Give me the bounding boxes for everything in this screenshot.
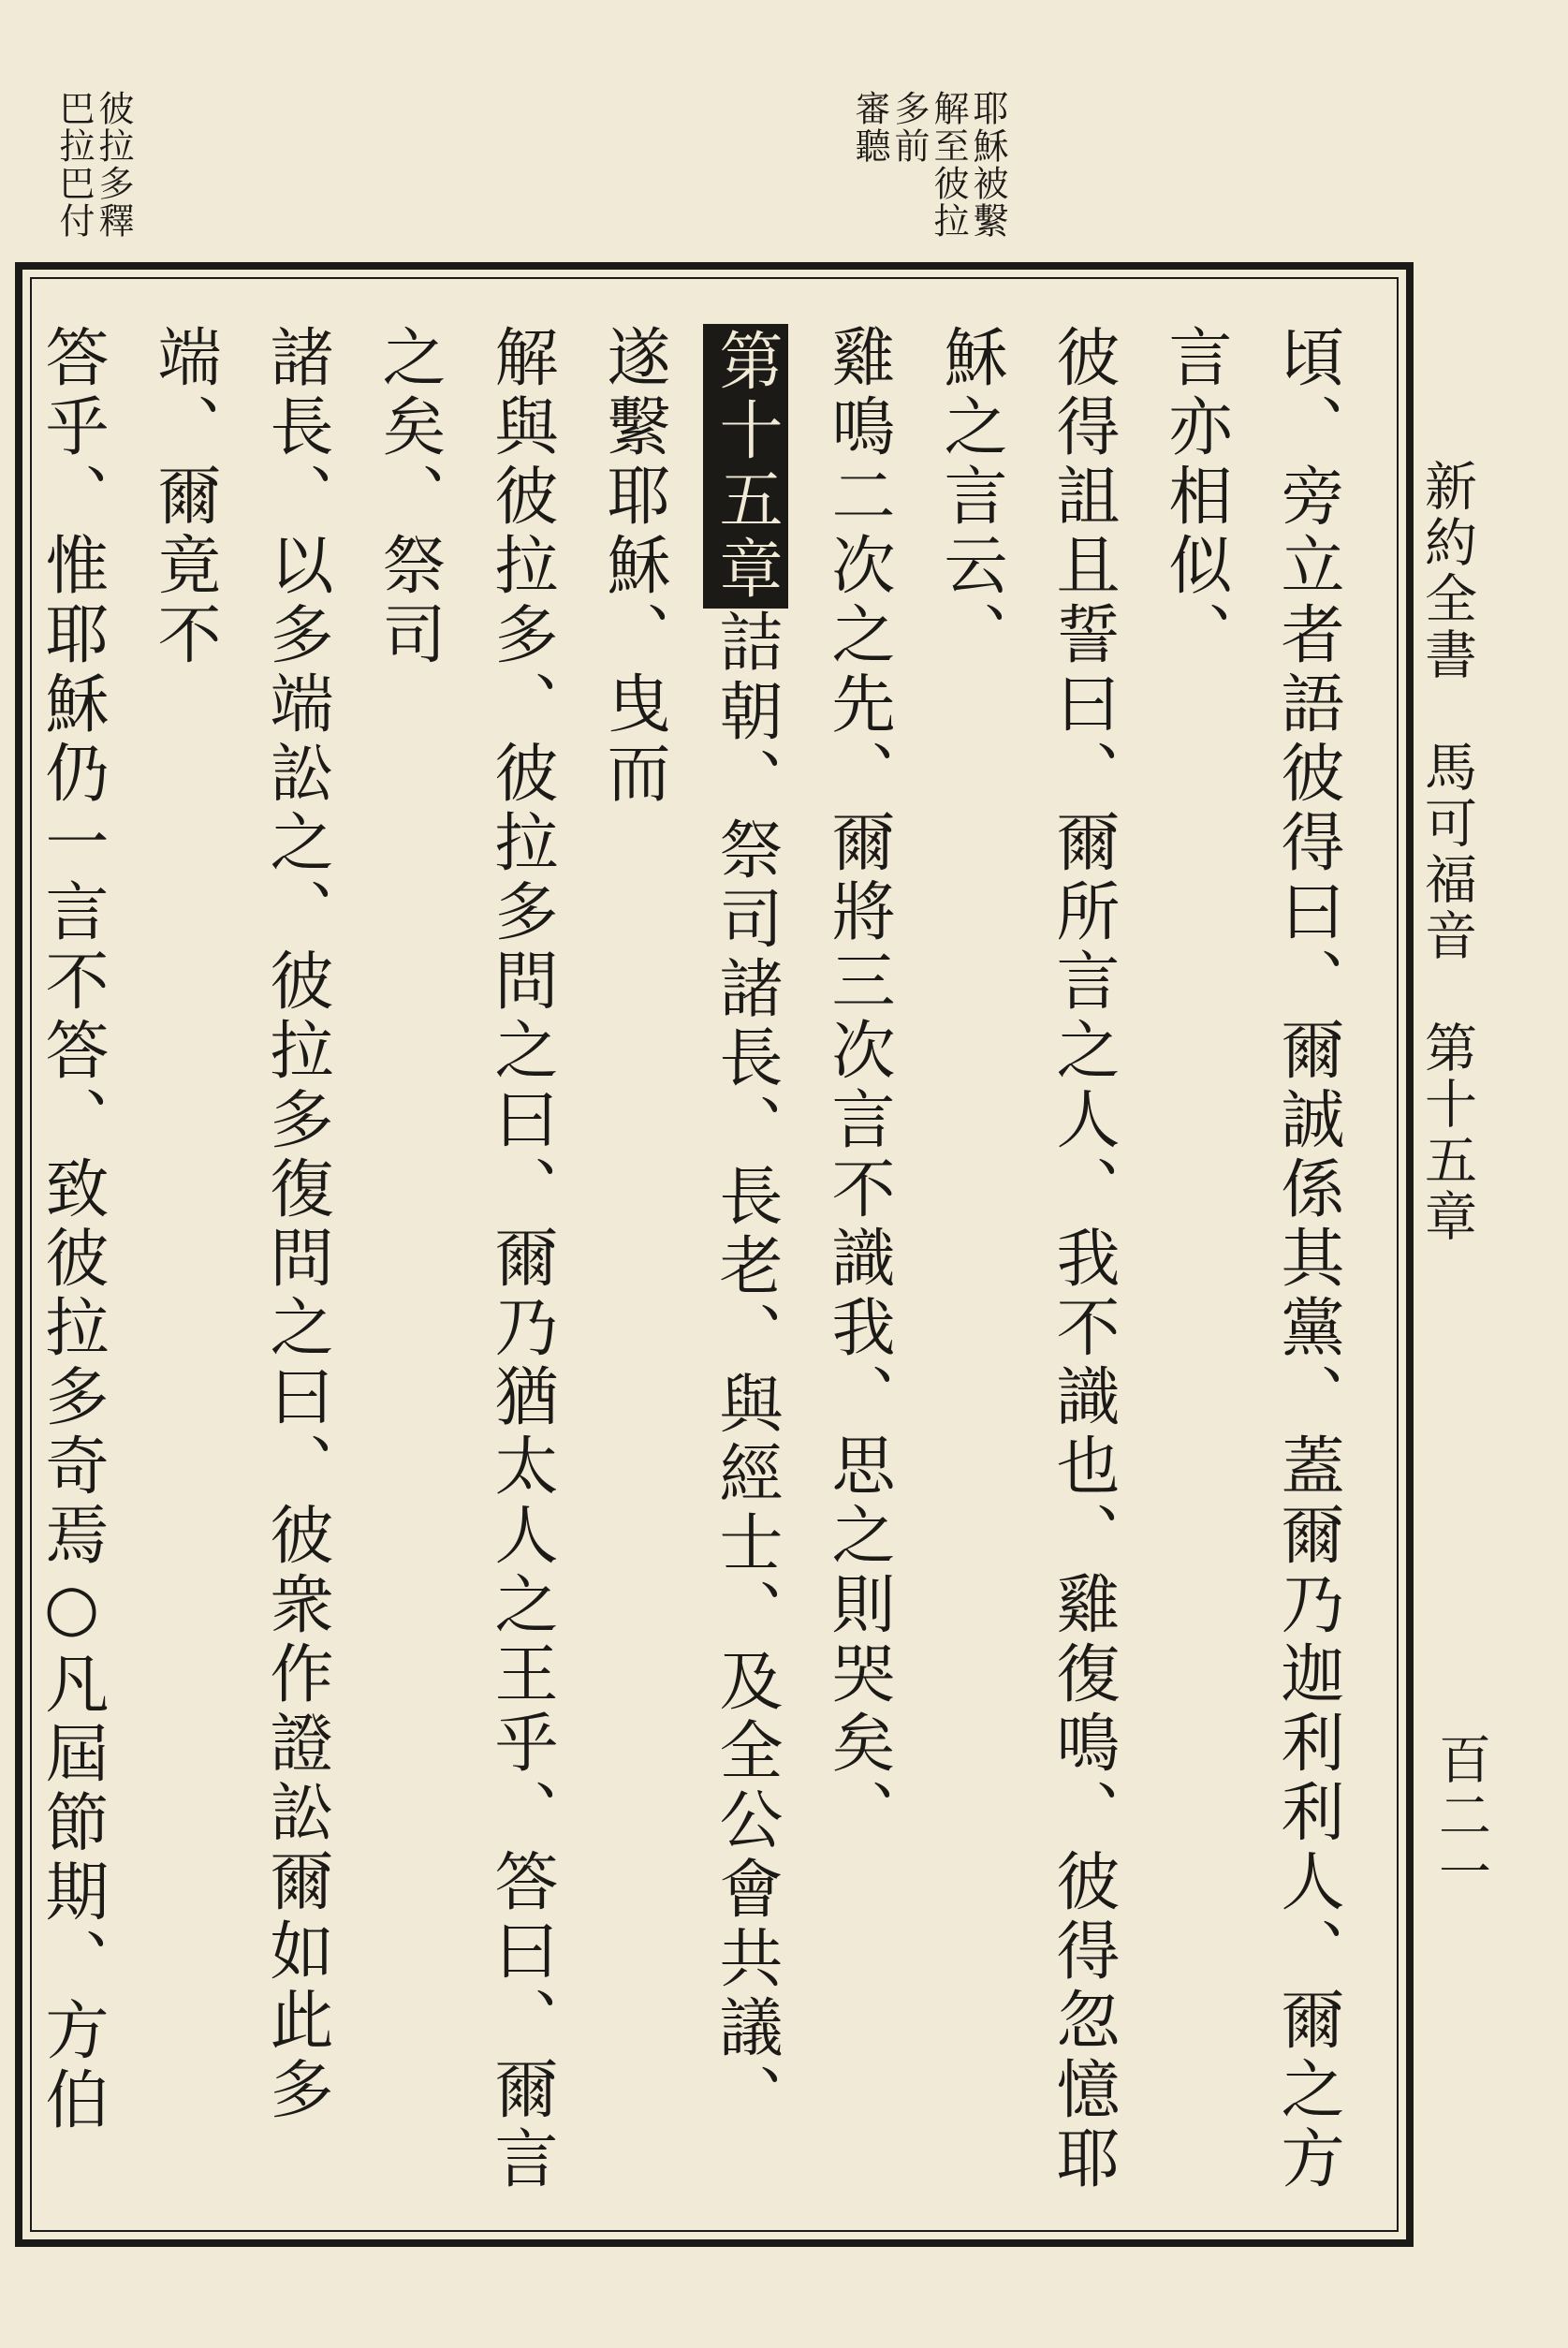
text-column: 頃、旁立者語彼得曰、爾誠係其黨、蓋爾乃迦利利人、爾之方言亦相似、: [1158, 324, 1344, 2194]
chapter-label: 第十五章: [703, 324, 788, 609]
body-text: [0, 324, 1363, 2196]
headnote-right-line: 解至彼拉: [928, 90, 969, 240]
text-column: 解與彼拉多、彼拉多問之曰、爾乃猶太人之王乎、答曰、爾言之矣、祭司: [372, 324, 558, 2194]
running-head: 新約全書 馬可福音 第十五章: [1416, 459, 1477, 1245]
headnote-right-line: 多前: [888, 90, 930, 165]
text-column: 諸長、以多端訟之、彼拉多復問之曰、彼衆作證訟爾如此多端、爾竟不: [147, 324, 333, 2125]
headnote-left-line: 巴拉巴付: [53, 90, 95, 240]
headnote-right-line: 耶穌被繫: [967, 90, 1008, 240]
text-column: 答乎、惟耶穌仍一言不答、致彼拉多奇焉○凡屆節期、方伯: [35, 324, 109, 2135]
page-number: 百二一: [1430, 1732, 1491, 1900]
text-column: 彼得詛且誓曰、爾所言之人、我不識也、雞復鳴、彼得忽憶耶穌之言云、: [933, 324, 1120, 2194]
headnote-left: [54, 90, 133, 268]
headnote-left-line: 彼拉多釋: [93, 90, 134, 240]
text-column-rest: 詰朝、祭司諸長、長老、與經士、及全公會共議、遂繫耶穌、曳而: [596, 324, 783, 2133]
text-column: 雞鳴二次之先、爾將三次言不識我、思之則哭矣、: [821, 324, 895, 1848]
headnote-right: [850, 90, 1007, 268]
text-frame: [15, 262, 1414, 2247]
headnote-right-line: 審聽: [849, 90, 890, 165]
text-column-chapter-start: [577, 324, 801, 2196]
